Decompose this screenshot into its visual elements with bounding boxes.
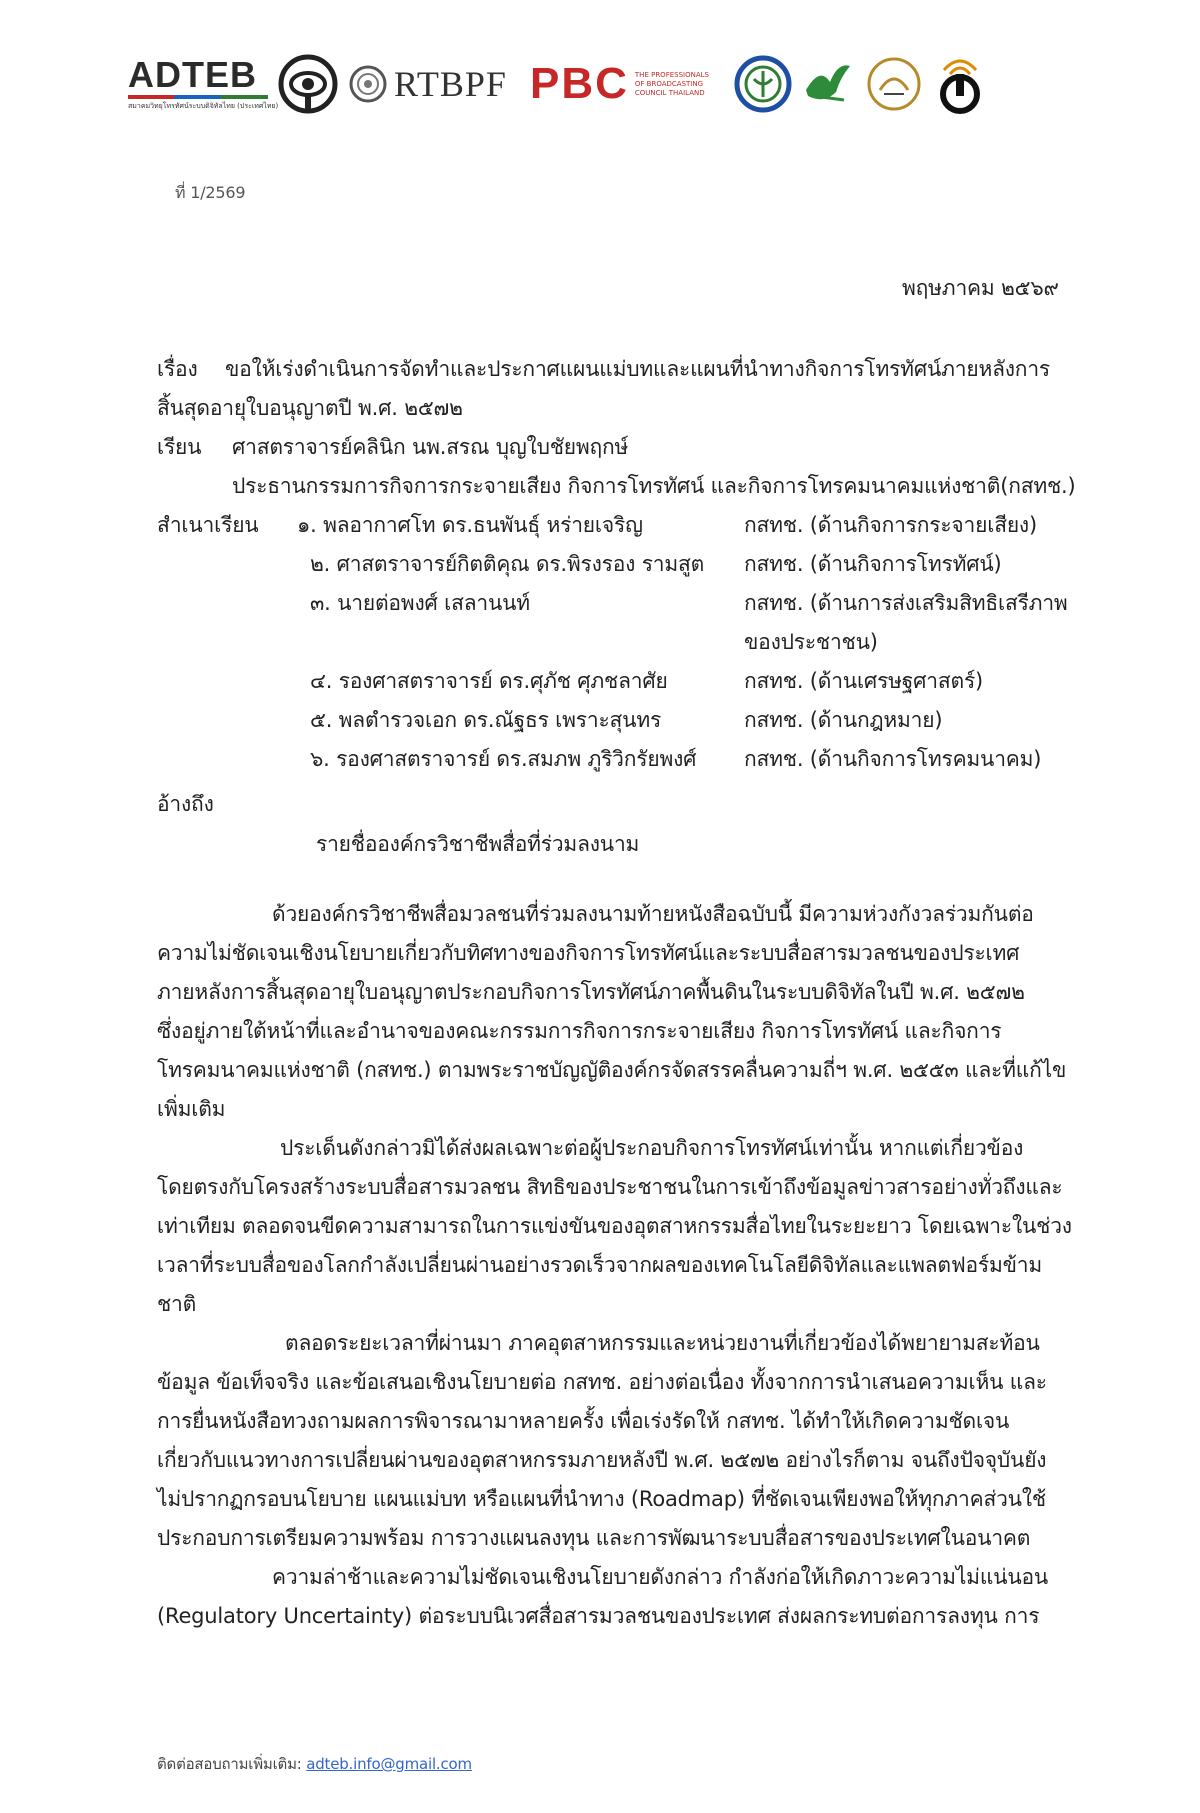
cc-item-name: ๖. รองศาสตราจารย์ ดร.สมภพ ภูริวิกรัยพงศ์ [310,747,697,771]
cc-item-role: กสทช. (ด้านการส่งเสริมสิทธิเสรีภาพ [744,591,1068,615]
cc-item-role: กสทช. (ด้านกฎหมาย) [744,708,943,732]
pbc-logo [530,48,730,120]
power-antenna-icon [934,48,994,120]
cc-item-role: กสทช. (ด้านกิจการกระจายเสียง) [744,513,1037,537]
logo-strip [128,48,1088,128]
adteb-logo-subtitle: สมาคมวิทยุโทรทัศน์ระบบดิจิทัลไทย (ประเทศไทย) [128,101,279,110]
body-line: ภายหลังการสิ้นสุดอายุใบอนุญาตประกอบกิจการโทรทัศน์ภาคพื้นดินในระบบดิจิทัลในปี พ.ศ. ๒๕๗๒ [157,980,1025,1004]
rtbpf-logo-text: RTBPF [394,64,507,104]
seal-blue-icon [734,48,794,120]
body-line: ไม่ปรากฏกรอบนโยบาย แผนแม่บท หรือแผนที่นำทาง (Roadmap) ที่ชัดเจนเพียงพอให้ทุกภาคส่วนใช้ [157,1487,1046,1511]
subject-line-1: ขอให้เร่งดำเนินการจัดทำและประกาศแผนแม่บทและแผนที่นำทางกิจการโทรทัศน์ภายหลังการ [225,357,1050,381]
adteb-logo [128,48,279,120]
reference-label: อ้างถึง [157,792,214,816]
recipient-name: ศาสตราจารย์คลินิก นพ.สรณ บุญใบชัยพฤกษ์ [232,435,629,459]
reference-number: ที่ 1/2569 [175,183,246,202]
subject-label: เรื่อง [157,357,198,381]
eye-emblem-icon [278,48,340,120]
footer-contact-label: ติดต่อสอบถามเพิ่มเติม: [157,1755,302,1773]
gold-seal-icon [866,48,926,120]
body-line: ตลอดระยะเวลาที่ผ่านมา ภาคอุตสาหกรรมและหน่วยงานที่เกี่ยวข้องได้พยายามสะท้อน [285,1331,1040,1355]
body-line: ชาติ [157,1292,197,1316]
recipient-title: ประธานกรรมการกิจการกระจายเสียง กิจการโทรทัศน์ และกิจการโทรคมนาคมแห่งชาติ(กสทช.) [232,474,1076,498]
body-line: ข้อมูล ข้อเท็จจริง และข้อเสนอเชิงนโยบายต่อ กสทช. อย่างต่อเนื่อง ทั้งจากการนำเสนอความเห็น และ [157,1370,1047,1394]
footer-contact [157,1752,472,1776]
pbc-logo-text: PBC [530,59,629,108]
attachment-line: รายชื่อองค์กรวิชาชีพสื่อที่ร่วมลงนาม [316,832,640,856]
body-line: เพิ่มเติม [157,1097,226,1121]
body-line: เท่าเทียม ตลอดจนขีดความสามารถในการแข่งขันของอุตสาหกรรมสื่อไทยในระยะยาว โดยเฉพาะในช่วง [157,1214,1072,1238]
cc-item-name: ๔. รองศาสตราจารย์ ดร.ศุภัช ศุภชลาศัย [310,669,668,693]
body-line: ด้วยองค์กรวิชาชีพสื่อมวลชนที่ร่วมลงนามท้ายหนังสือฉบับนี้ มีความห่วงกังวลร่วมกันต่อ [272,902,1034,926]
body-line: ความไม่ชัดเจนเชิงนโยบายเกี่ยวกับทิศทางของกิจการโทรทัศน์และระบบสื่อสารมวลชนของประเทศ [157,941,1020,965]
pbc-logo-tagline: THE PROFESSIONALS OF BROADCASTING COUNCIL THAILAND [634,70,709,97]
adteb-logo-text: ADTEB [128,53,257,95]
cc-item-name: ๕. พลตำรวจเอก ดร.ณัฐธร เพราะสุนทร [310,708,662,732]
rtbpf-emblem-icon [348,64,388,104]
cc-item-name: ๑. พลอากาศโท ดร.ธนพันธุ์ หร่ายเจริญ [297,513,643,537]
contact-email-link[interactable]: adteb.info@gmail.com [306,1755,472,1773]
body-line: ซึ่งอยู่ภายใต้หน้าที่และอำนาจของคณะกรรมการกิจการกระจายเสียง กิจการโทรทัศน์ และกิจการ [157,1019,1002,1043]
cc-item-role: กสทช. (ด้านกิจการโทรคมนาคม) [744,747,1042,771]
body-line: การยื่นหนังสือทวงถามผลการพิจารณามาหลายครั้ง เพื่อเร่งรัดให้ กสทช. ได้ทำให้เกิดความชัดเจน [157,1409,1010,1433]
subject-line-2: สิ้นสุดอายุใบอนุญาตปี พ.ศ. ๒๕๗๒ [157,396,463,420]
letter-date: พฤษภาคม ๒๕๖๙ [902,276,1059,300]
body-line: ประกอบการเตรียมความพร้อม การวางแผนลงทุน และการพัฒนาระบบสื่อสารของประเทศในอนาคต [157,1526,1031,1550]
cc-item-role: กสทช. (ด้านกิจการโทรทัศน์) [744,552,1002,576]
cc-item-role: กสทช. (ด้านเศรษฐศาสตร์) [744,669,984,693]
green-bird-icon [800,48,860,120]
body-line: ประเด็นดังกล่าวมิได้ส่งผลเฉพาะต่อผู้ประกอบกิจการโทรทัศน์เท่านั้น หากแต่เกี่ยวข้อง [280,1136,1024,1160]
body-line: เวลาที่ระบบสื่อของโลกกำลังเปลี่ยนผ่านอย่างรวดเร็วจากผลของเทคโนโลยีดิจิทัลและแพลตฟอร์มข้าม [157,1253,1043,1277]
body-line: โดยตรงกับโครงสร้างระบบสื่อสารมวลชน สิทธิของประชาชนในการเข้าถึงข้อมูลข่าวสารอย่างทั่วถึงและ [157,1175,1063,1199]
body-line: โทรคมนาคมแห่งชาติ (กสทช.) ตามพระราชบัญญัติองค์กรจัดสรรคลื่นความถี่ฯ พ.ศ. ๒๕๕๓ และที่แก้ไข [157,1058,1067,1082]
body-line: (Regulatory Uncertainty) ต่อระบบนิเวศสื่อสารมวลชนของประเทศ ส่งผลกระทบต่อการลงทุน การ [157,1604,1040,1628]
cc-item-name: ๓. นายต่อพงศ์ เสลานนท์ [310,591,530,615]
cc-item-name: ๒. ศาสตราจารย์กิตติคุณ ดร.พิรงรอง รามสูต [310,552,705,576]
cc-item-role-continued: ของประชาชน) [744,630,878,654]
to-label: เรียน [157,435,202,459]
body-line: ความล่าช้าและความไม่ชัดเจนเชิงนโยบายดังกล่าว กำลังก่อให้เกิดภาวะความไม่แน่นอน [272,1565,1049,1589]
body-line: เกี่ยวกับแนวทางการเปลี่ยนผ่านของอุตสาหกรรมภายหลังปี พ.ศ. ๒๕๗๒ อย่างไรก็ตาม จนถึงปัจจุบันยัง [157,1448,1047,1472]
cc-label: สำเนาเรียน [157,513,259,537]
rtbpf-logo [348,48,528,120]
